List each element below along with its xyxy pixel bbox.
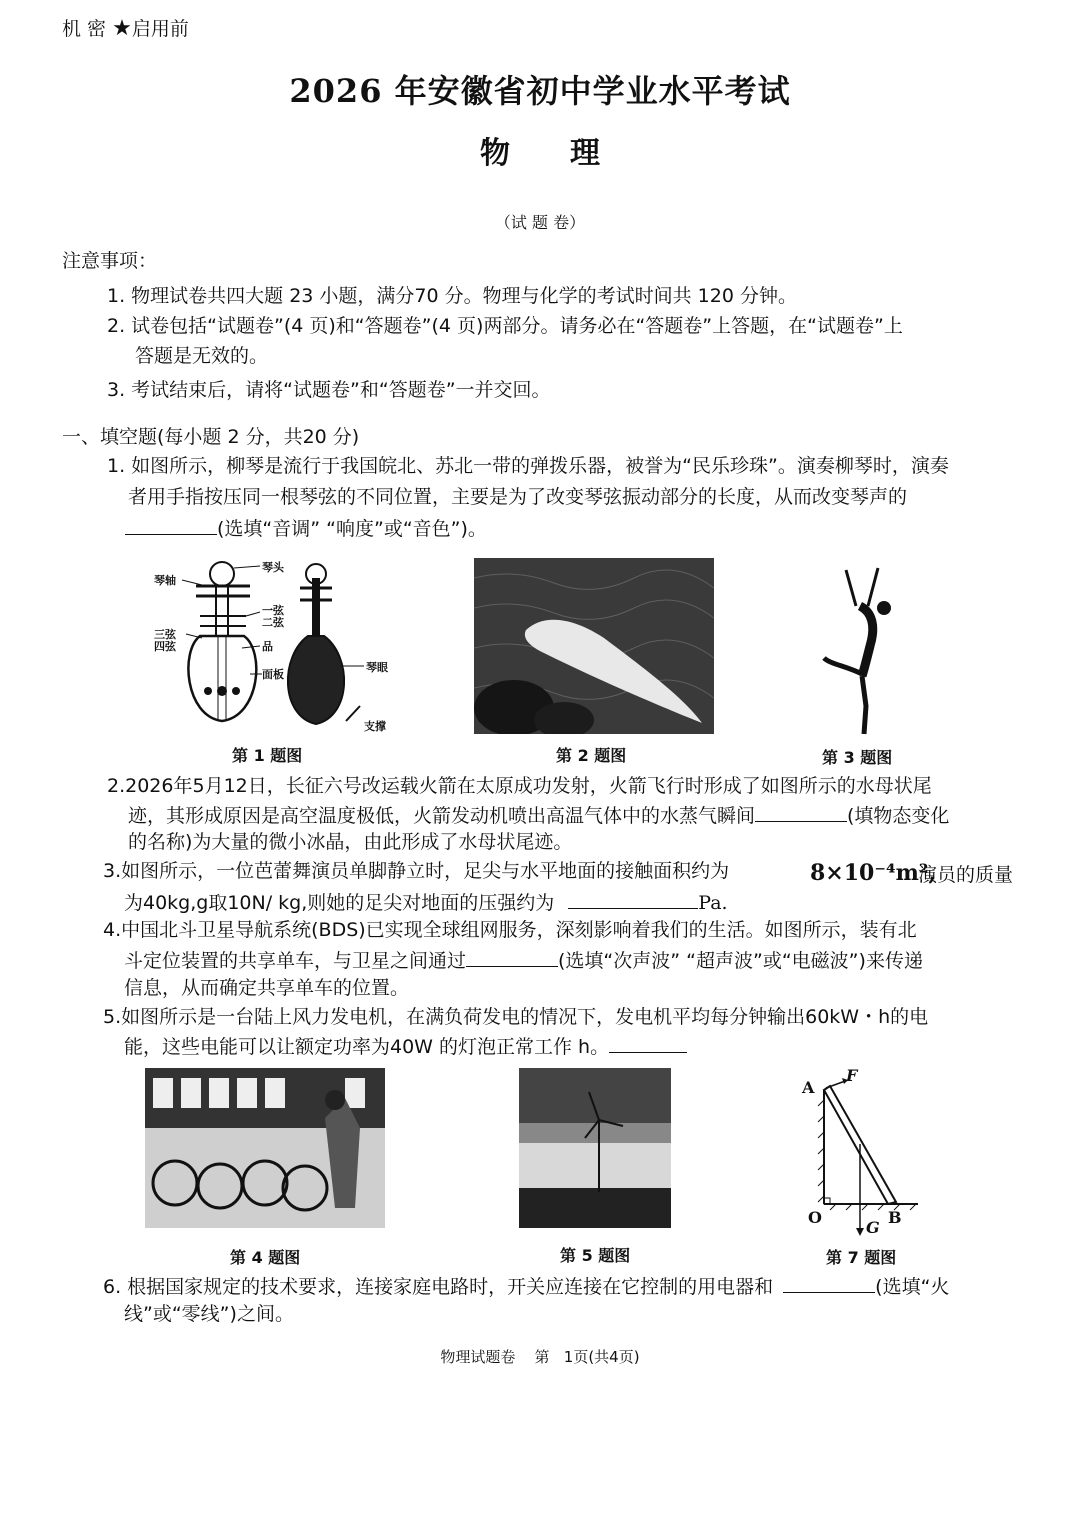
figure-4-caption: 第 4 题图 <box>230 1248 301 1267</box>
q6-line2: 线”或“零线”)之间。 <box>124 1303 294 1325</box>
figure-7-caption: 第 7 题图 <box>826 1248 897 1267</box>
page-footer: 物理试题卷 第 1页(共4页) <box>440 1348 640 1366</box>
q4-line2 <box>124 946 923 974</box>
paper-type: （试 题 卷） <box>494 213 586 232</box>
section-heading: 一、填空题(每小题 2 分，共20 分) <box>62 426 360 448</box>
q6-line1-tail: (选填“火 <box>875 1276 950 1298</box>
figure-2-caption: 第 2 题图 <box>556 746 627 765</box>
ballet-dancer-drawing <box>816 566 906 738</box>
label-a: A <box>802 1078 815 1097</box>
figure-4-shared-bikes <box>145 1068 385 1228</box>
q2-line2-text: 迹，其形成原因是高空温度极低，火箭发动机喷出高温气体中的水蒸气瞬间 <box>128 805 756 827</box>
q1-line2: 者用手指按压同一根琴弦的不同位置，主要是为了改变琴弦振动部分的长度，从而改变琴声的 <box>128 486 908 508</box>
q2-line1: 2.2026年5月12日，长征六号改运载火箭在太原成功发射，火箭飞行时形成了如图所示的水母状尾 <box>107 775 932 797</box>
q3-line1: 3.如图所示，一位芭蕾舞演员单脚静立时，足尖与水平地面的接触面积约为 <box>103 860 730 882</box>
label-sixian: 四弦 <box>154 640 176 653</box>
q3-unit: Pa. <box>698 892 728 914</box>
label-qintou: 琴头 <box>262 561 284 574</box>
q3-formula: 8×10⁻⁴m², <box>810 860 937 886</box>
note-item-1: 1. 物理试卷共四大题 23 小题，满分70 分。物理与化学的考试时间共 120 分钟。 <box>107 285 797 307</box>
q5-line2 <box>124 1032 687 1060</box>
label-b: B <box>888 1208 902 1227</box>
q5-line2-text: 能，这些电能可以让额定功率为40W 的灯泡正常工作 h。 <box>124 1036 610 1058</box>
label-o: O <box>808 1208 822 1227</box>
q1-line3 <box>125 514 487 542</box>
label-sanxian: 三弦 <box>154 628 176 641</box>
label-g: G <box>866 1218 880 1237</box>
confidential-mark <box>62 16 189 42</box>
q4-answer-blank[interactable] <box>466 946 558 967</box>
liuqin-drawing <box>150 556 410 736</box>
q1-answer-blank[interactable] <box>125 514 217 535</box>
q4-line3: 信息，从而确定共享单车的位置。 <box>124 977 410 999</box>
q4-line1: 4.中国北斗卫星导航系统(BDS)已实现全球组网服务，深刻影响着我们的生活。如图所示，装有北 <box>103 919 917 941</box>
figure-1-caption: 第 1 题图 <box>232 746 303 765</box>
q3-answer-blank[interactable] <box>568 888 698 909</box>
label-yixian: 一弦 <box>262 604 284 617</box>
label-pin: 品 <box>262 640 273 653</box>
label-erxian: 二弦 <box>262 616 284 629</box>
note-item-2: 2. 试卷包括“试题卷”(4 页)和“答题卷”(4 页)两部分。请务必在“答题卷”上答题，在“试题卷”上 <box>107 315 903 337</box>
wind-turbine-image <box>519 1068 671 1228</box>
q3-line2-text: 为40kg,g取10N/ kg,则她的足尖对地面的压强约为 <box>124 892 555 914</box>
figure-2-rocket-trail <box>474 558 714 734</box>
q5-answer-blank[interactable] <box>609 1032 687 1053</box>
confidential-tail: 启用前 <box>131 18 189 40</box>
notes-heading: 注意事项： <box>62 250 158 272</box>
shared-bikes-image <box>145 1068 385 1228</box>
q2-answer-blank[interactable] <box>755 801 847 822</box>
q6-line1 <box>103 1272 949 1300</box>
q1-line3-text: (选填“音调” “响度”或“音色”)。 <box>217 518 487 540</box>
label-f: F <box>846 1066 858 1085</box>
star-icon: ★ <box>112 16 132 41</box>
q2-line2-tail: (填物态变化 <box>847 805 950 827</box>
subject-title: 物 理 <box>480 136 600 171</box>
q1-line1: 1. 如图所示，柳琴是流行于我国皖北、苏北一带的弹拨乐器，被誉为“民乐珍珠”。演奏柳琴时，演奏 <box>107 455 949 477</box>
label-zhicheng: 支撑 <box>364 720 386 733</box>
q3-line2 <box>124 888 728 916</box>
confidential-text: 机 密 <box>62 18 107 40</box>
q2-line2 <box>128 801 949 829</box>
q5-line1: 5.如图所示是一台陆上风力发电机，在满负荷发电的情况下，发电机平均每分钟输出60kW・h的电 <box>103 1006 929 1028</box>
exam-title: 2026 年安徽省初中学业水平考试 <box>289 72 791 110</box>
note-item-3: 3. 考试结束后，请将“试题卷”和“答题卷”一并交回。 <box>107 379 551 401</box>
note-item-2-cont: 答题是无效的。 <box>135 345 269 367</box>
q6-answer-blank[interactable] <box>783 1272 875 1293</box>
q2-line3: 的名称)为大量的微小冰晶，由此形成了水母状尾迹。 <box>128 831 573 853</box>
q3-line1-tail: 演员的质量 <box>918 864 1014 886</box>
figure-5-caption: 第 5 题图 <box>560 1246 631 1265</box>
label-qinyan: 琴眼 <box>366 661 388 674</box>
rocket-trail-image <box>474 558 714 734</box>
q6-line1-text: 6. 根据国家规定的技术要求，连接家庭电路时，开关应连接在它控制的用电器和 <box>103 1276 774 1298</box>
q4-line2-tail: (选填“次声波” “超声波”或“电磁波”)来传递 <box>558 950 923 972</box>
figure-3-ballet-dancer <box>816 566 906 738</box>
label-qinzhou: 琴轴 <box>154 574 176 587</box>
label-mianban: 面板 <box>262 668 284 681</box>
figure-5-wind-turbine <box>519 1068 671 1228</box>
q4-line2-text: 斗定位装置的共享单车，与卫星之间通过 <box>124 950 467 972</box>
figure-1-liuqin <box>150 556 410 736</box>
figure-3-caption: 第 3 题图 <box>822 748 893 767</box>
figure-7-lever-diagram <box>800 1064 920 1236</box>
